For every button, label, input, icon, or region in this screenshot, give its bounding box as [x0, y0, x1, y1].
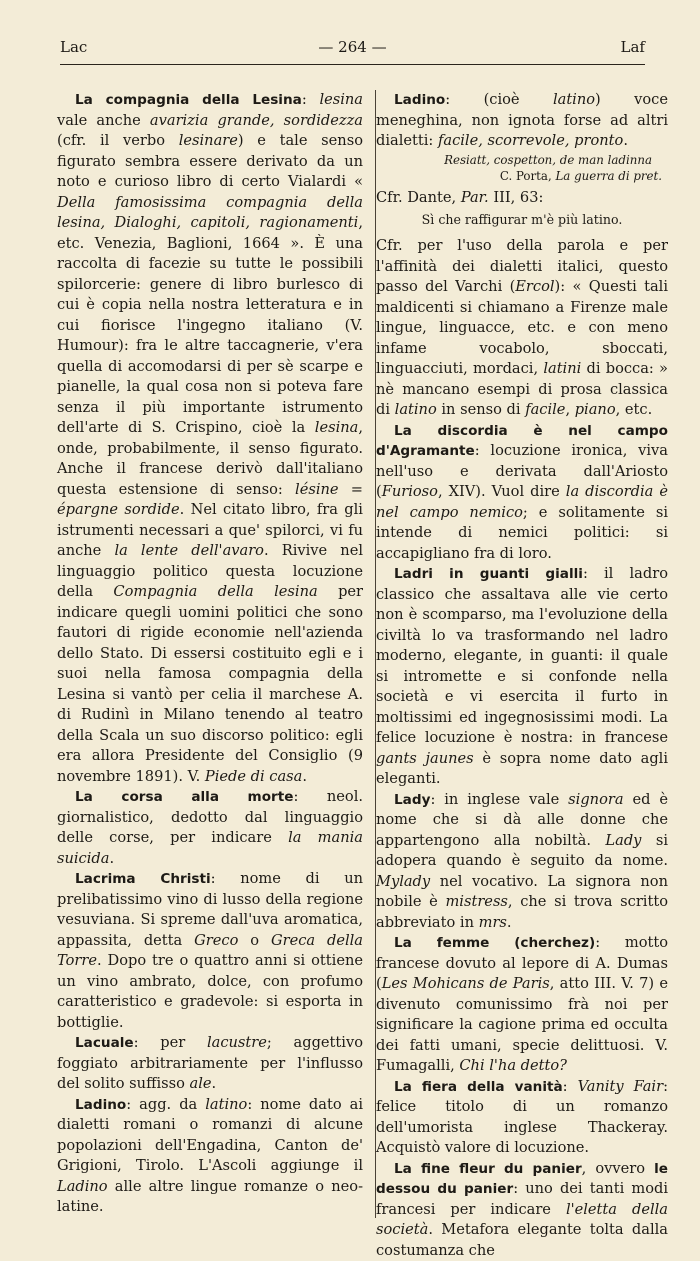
- entry-italic: facile, scorrevole, pronto: [438, 132, 623, 149]
- cross-reference: [376, 188, 668, 209]
- entry-italic: la mania suicida: [57, 829, 363, 867]
- entry-headword: La compagnia della Lesina: [75, 92, 302, 108]
- entry-headword: La discordia è nel campo d'Agramante: [376, 423, 668, 460]
- verse-quotation: Sì che raffigurar m'è più latino.: [376, 210, 668, 230]
- source-title: La guerra di pret.: [555, 169, 662, 183]
- entry-italic: piano: [575, 401, 616, 418]
- entry-italic: Greca della Torre: [57, 932, 363, 970]
- entry-text: III, 63:: [489, 189, 544, 206]
- entry-italic: lesinare: [179, 132, 238, 149]
- entry-text: ): « Questi tali maldicenti si chiamano a Firenze male lingue, linguacce, etc. e con meno infame vocabolo, sboccati, linguacciuti, mordaci,: [376, 278, 668, 377]
- entry-italic: gants jaunes: [376, 750, 474, 767]
- entry-headword: La fiera della vanità: [394, 1079, 563, 1095]
- entry-ladino-continued: [376, 236, 668, 421]
- quotation-line: Resiatt, cospetton, de man ladinna: [376, 152, 668, 168]
- entry-lacrima-christi: [57, 869, 363, 1033]
- entry-text: =: [339, 481, 363, 498]
- page-header: [60, 38, 645, 62]
- entry-corsa-morte: [57, 787, 363, 869]
- entry-text: , etc. Venezia, Baglioni, 1664 ». È una raccolta di facezie su tutte le possibili spilorcerie: genere di libro burlesco di cui è copia nella nostra letteratura e in cui fiorisce l'ingegno italiano (V. Humour): fra le altre taccagnerie, v'era quella di accomodarsi di per sè scarpe e pianelle, la qual cosa non si poteva fare senza il più importante istrumento dell'arte di S. Crispino, cioè la: [57, 214, 363, 436]
- entry-text: si adopera quando è seguito da nome.: [376, 832, 668, 870]
- entry-text: , onde, probabilmente, il senso figurato. Anche il francese derivò dall'italiano questa estensione di senso:: [57, 419, 363, 498]
- entry-text: nel vocativo. La signora non nobile è: [376, 873, 668, 911]
- entry-text: ) voce meneghina, non ignota forse ad altri dialetti:: [376, 91, 668, 149]
- entry-text: : per: [134, 1034, 207, 1051]
- entry-text: , XIV). Vuol dire: [438, 483, 566, 500]
- entry-italic: la lente dell'avaro: [114, 542, 264, 559]
- right-column: [376, 90, 668, 1261]
- entry-text: in senso di: [437, 401, 525, 418]
- entry-text: .: [507, 914, 512, 931]
- entry-text: ; aggettivo foggiato arbitrariamente per l'influsso del solito suffisso: [57, 1034, 363, 1092]
- entry-fiera-vanita: [376, 1077, 668, 1159]
- entry-headword-alt: le dessou du panier: [376, 1161, 668, 1198]
- entry-lacuale: [57, 1033, 363, 1095]
- entry-italic: lesina: [315, 419, 359, 436]
- entry-ladino-agg: [57, 1095, 363, 1218]
- entry-italic: Vanity Fair: [578, 1078, 664, 1095]
- entry-fine-fleur: [376, 1159, 668, 1261]
- entry-italic: Chi l'ha detto?: [459, 1057, 567, 1074]
- entry-headword: Lacuale: [75, 1035, 134, 1051]
- entry-text: alle altre lingue romanze o neo-latine.: [57, 1178, 363, 1216]
- header-left-guideword: Lac: [60, 38, 87, 56]
- entry-la-femme: [376, 933, 668, 1077]
- entry-text: Cfr. per l'uso della parola e per l'affinità dei dialetti italici, questo passo del Varchi (: [376, 237, 668, 295]
- entry-text: è sopra nome dato agli eleganti.: [376, 750, 668, 788]
- entry-italic: latino: [395, 401, 437, 418]
- entry-italic: Les Mohicans de Paris: [382, 975, 550, 992]
- entry-italic: mistress: [445, 893, 507, 910]
- entry-text: .: [109, 850, 114, 867]
- entry-text: ed è nome che si dà alle donne che appartengono alla nobiltà.: [376, 791, 668, 849]
- entry-italic: latino: [553, 91, 595, 108]
- entry-headword: Lacrima Christi: [75, 871, 211, 887]
- entry-text: .: [623, 132, 628, 149]
- entry-italic: Furioso: [382, 483, 438, 500]
- entry-italic: Piede di casa: [205, 768, 302, 785]
- entry-headword: La femme (cherchez): [394, 935, 595, 951]
- entry-text: : felice titolo di un romanzo dell'umorista inglese Thackeray. Acquistò valore di locuzione.: [376, 1078, 668, 1157]
- entry-text: .: [302, 768, 307, 785]
- entry-ladino-meneghino: [376, 90, 668, 152]
- entry-text: o: [238, 932, 271, 949]
- left-column: [57, 90, 376, 1218]
- entry-italic: Par.: [461, 189, 489, 206]
- header-right-guideword: Laf: [621, 38, 645, 56]
- entry-headword: Lady: [394, 792, 430, 808]
- entry-text: : uno dei tanti modi francesi per indicare: [376, 1180, 668, 1218]
- entry-italic: lesina: [319, 91, 363, 108]
- entry-italic: facile: [525, 401, 565, 418]
- entry-text: ,: [565, 401, 574, 418]
- entry-headword: Ladino: [394, 92, 445, 108]
- entry-italic: avarizia grande, sordidezza: [150, 112, 363, 129]
- entry-text: ) e tale senso figurato sembra essere derivato da un noto e curioso libro di certo Vialardi «: [57, 132, 363, 190]
- header-rule: [60, 64, 645, 65]
- entry-text: di bocca: » nè mancano esempi di prosa classica di: [376, 360, 668, 418]
- entry-italic: l'eletta della società: [376, 1201, 668, 1239]
- source-author: C. Porta,: [500, 169, 556, 183]
- entry-text: per indicare quegli uomini politici che sono fautori di rigide economie nell'azienda dello Stato. Di essersi costituito egli e i suoi nella famosa compagnia della Lesina si vantò per celia il marchese A. di Rudinì in Milano tenendo al teatro della Scala un suo discorso politico: egli era allora Presidente del Consiglio (9 novembre 1891). V.: [57, 583, 363, 785]
- entry-text: vale anche: [57, 112, 150, 129]
- entry-text: , etc.: [616, 401, 653, 418]
- entry-text: . Rivive nel linguaggio politico questa locuzione della: [57, 542, 363, 600]
- entry-italic: la discordia è nel campo nemico: [376, 483, 668, 521]
- entry-headword: Ladri in guanti gialli: [394, 566, 583, 582]
- entry-text: : nome di un prelibatissimo vino di lusso della regione vesuviana. Si spreme dall'uva aromatica, appassita, detta: [57, 870, 363, 949]
- entry-italic: signora: [568, 791, 623, 808]
- entry-italic: épargne sordide: [57, 501, 180, 518]
- entry-headword: La fine fleur du panier: [394, 1161, 582, 1177]
- entry-text: Cfr. Dante,: [376, 189, 461, 206]
- entry-italic: latini: [543, 360, 581, 377]
- entry-text: (cfr. il verbo: [57, 132, 179, 149]
- entry-text: : neol. giornalistico, dedotto dal linguaggio delle corse, per indicare: [57, 788, 363, 846]
- entry-text: , che si trova scritto abbreviato in: [376, 893, 668, 931]
- entry-text: :: [302, 91, 320, 108]
- entry-text: . Dopo tre o quattro anni si ottiene un vino ambrato, dolce, con profumo caratteristico e gradevole: si esporta in bottiglie.: [57, 952, 363, 1031]
- entry-text: , ovvero: [582, 1160, 654, 1177]
- entry-italic: mrs: [479, 914, 507, 931]
- entry-italic: Mylady: [376, 873, 430, 890]
- entry-text: .: [212, 1075, 217, 1092]
- entry-italic: lésine: [295, 481, 339, 498]
- entry-italic: Compagnia della lesina: [113, 583, 317, 600]
- entry-text: . Nel citato libro, fra gli istrumenti necessari a que' spilorci, vi fu anche: [57, 501, 363, 559]
- page-number: — 264 —: [60, 38, 645, 56]
- entry-text: : agg. da: [126, 1096, 205, 1113]
- entry-italic: Greco: [194, 932, 238, 949]
- entry-text: : locuzione ironica, viva nell'uso e derivata dall'Ariosto (: [376, 442, 668, 500]
- entry-italic: Ercol: [515, 278, 554, 295]
- entry-headword: Ladino: [75, 1097, 126, 1113]
- entry-italic: latino: [205, 1096, 247, 1113]
- entry-text: , atto III. V. 7) e divenuto comunissimo frà noi per significare la cagione prima ed occulta dei fatti umani, specie delittuosi. V. Fumagalli,: [376, 975, 668, 1074]
- entry-text: :: [563, 1078, 578, 1095]
- entry-discordia-agramante: [376, 421, 668, 565]
- entry-italic: Della famosissima compagnia della lesina, Dialoghi, capitoli, ragionamenti: [57, 194, 363, 232]
- entry-italic: Ladino: [57, 1178, 108, 1195]
- entry-italic: ale: [190, 1075, 212, 1092]
- entry-text: : (cioè: [445, 91, 553, 108]
- entry-text: : motto francese dovuto al lepore di A. Dumas (: [376, 934, 668, 992]
- entry-lady: [376, 790, 668, 934]
- quotation-source: [376, 168, 668, 184]
- entry-headword: La corsa alla morte: [75, 789, 293, 805]
- entry-italic: lacustre: [207, 1034, 267, 1051]
- entry-text: . Metafora elegante tolta dalla costumanza che: [376, 1221, 668, 1259]
- entry-italic: Lady: [605, 832, 641, 849]
- entry-text: : nome dato ai dialetti romani o romanzi di alcune popolazioni dell'Engadina, Canton de' Grigioni, Tirolo. L'Ascoli aggiunge il: [57, 1096, 363, 1175]
- entry-compagnia-lesina: [57, 90, 363, 787]
- entry-text: : il ladro classico che assaltava alle vie certo non è scomparso, ma l'evoluzione della civiltà lo va trasformando nel ladro moderno, elegante, in guanti: il quale si intromette e si confonde nella società e vi esercita il furto in moltissimi ed ingegnosissimi modi. La felice locuzione è nostra: in francese: [376, 565, 668, 746]
- entry-text: : in inglese vale: [430, 791, 568, 808]
- entry-ladri-guanti-gialli: [376, 564, 668, 790]
- entry-text: ; e solitamente si intende di nemici politici: si accapigliano fra di loro.: [376, 504, 668, 562]
